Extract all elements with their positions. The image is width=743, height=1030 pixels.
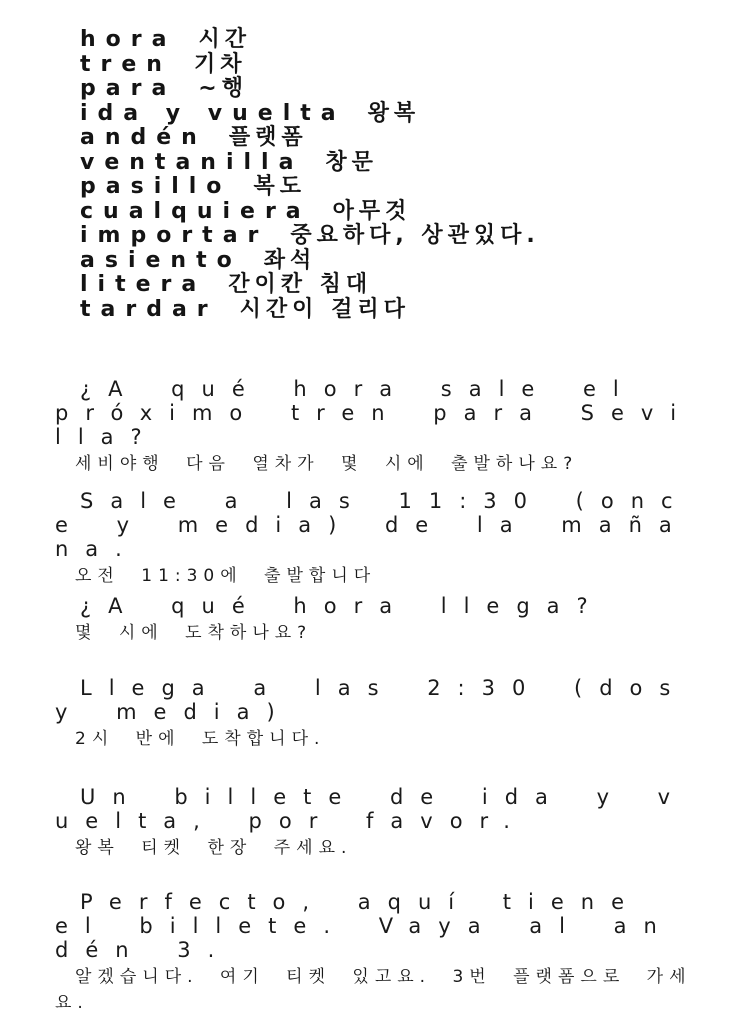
dialogue-block: [55, 594, 695, 646]
dialogue-block: [55, 377, 695, 477]
dialogue-block: [55, 890, 695, 1016]
dialogue-block: [55, 676, 695, 752]
korean-translation: 2시 반에 도착합니다.: [75, 729, 326, 749]
vocab-korean: 좌석: [263, 247, 317, 273]
spanish-sentence: ¿A qué hora llega?: [80, 594, 605, 618]
vocab-spanish: para: [80, 76, 177, 101]
vocab-korean: 복도: [253, 174, 306, 199]
vocab-item: [80, 77, 700, 102]
vocab-korean: 플랫폼: [228, 125, 308, 150]
vocab-korean: 창문: [325, 149, 378, 175]
vocab-item: [80, 200, 700, 225]
dialogue-block: [55, 489, 695, 589]
vocab-spanish: importar: [80, 223, 269, 248]
spanish-sentence: Sale a las 11:30 (once y media) de la mañana.: [55, 489, 690, 561]
vocab-spanish: ida y vuelta: [80, 100, 346, 126]
vocab-spanish: tardar: [80, 296, 218, 322]
korean-translation: 몇 시에 도착하나요?: [75, 623, 313, 643]
vocab-spanish: ventanilla: [80, 149, 304, 175]
spanish-sentence: ¿A qué hora sale el próximo tren para Sevilla?: [55, 377, 694, 449]
vocab-korean: 시간이 걸리다: [239, 296, 410, 322]
vocab-item: [80, 175, 700, 200]
vocab-spanish: tren: [80, 51, 172, 77]
spanish-sentence: Llega a las 2:30 (dos y media): [55, 676, 688, 724]
vocab-korean: 기차: [193, 51, 247, 77]
vocabulary-list: [80, 28, 700, 322]
vocab-spanish: pasillo: [80, 174, 232, 199]
vocab-korean: 간이칸 침대: [228, 272, 373, 297]
vocab-korean: 중요하다, 상관있다.: [290, 223, 540, 248]
dialogue-block: [55, 785, 695, 861]
vocab-item: [80, 102, 700, 127]
vocab-item: [80, 249, 700, 274]
korean-translation: 세비야행 다음 열차가 몇 시에 출발하나요?: [75, 454, 579, 474]
vocab-item: [80, 151, 700, 176]
vocab-spanish: asiento: [80, 247, 242, 273]
korean-translation: 알겠습니다. 여기 티켓 있고요. 3번 플랫폼으로 가세요.: [55, 967, 692, 1013]
vocab-korean: 시간: [198, 27, 251, 52]
vocab-korean: 왕복: [367, 100, 421, 126]
vocab-item: [80, 28, 700, 53]
vocab-korean: ~행: [198, 76, 248, 101]
korean-translation: 오전 11:30에 출발합니다: [75, 566, 377, 586]
korean-translation: 왕복 티켓 한장 주세요.: [75, 838, 353, 858]
vocab-item: [80, 53, 700, 78]
vocab-item: [80, 224, 700, 249]
vocab-korean: 아무것: [332, 198, 412, 224]
vocab-item: [80, 126, 700, 151]
spanish-sentence: Un billete de ida y vuelta, por favor.: [55, 785, 688, 833]
vocab-item: [80, 273, 700, 298]
vocab-spanish: hora: [80, 27, 177, 52]
vocab-item: [80, 298, 700, 323]
vocab-spanish: cualquiera: [80, 198, 311, 224]
vocab-spanish: andén: [80, 125, 207, 150]
vocab-spanish: litera: [80, 272, 207, 297]
spanish-sentence: Perfecto, aquí tiene el billete. Vaya al andén 3.: [55, 890, 674, 962]
